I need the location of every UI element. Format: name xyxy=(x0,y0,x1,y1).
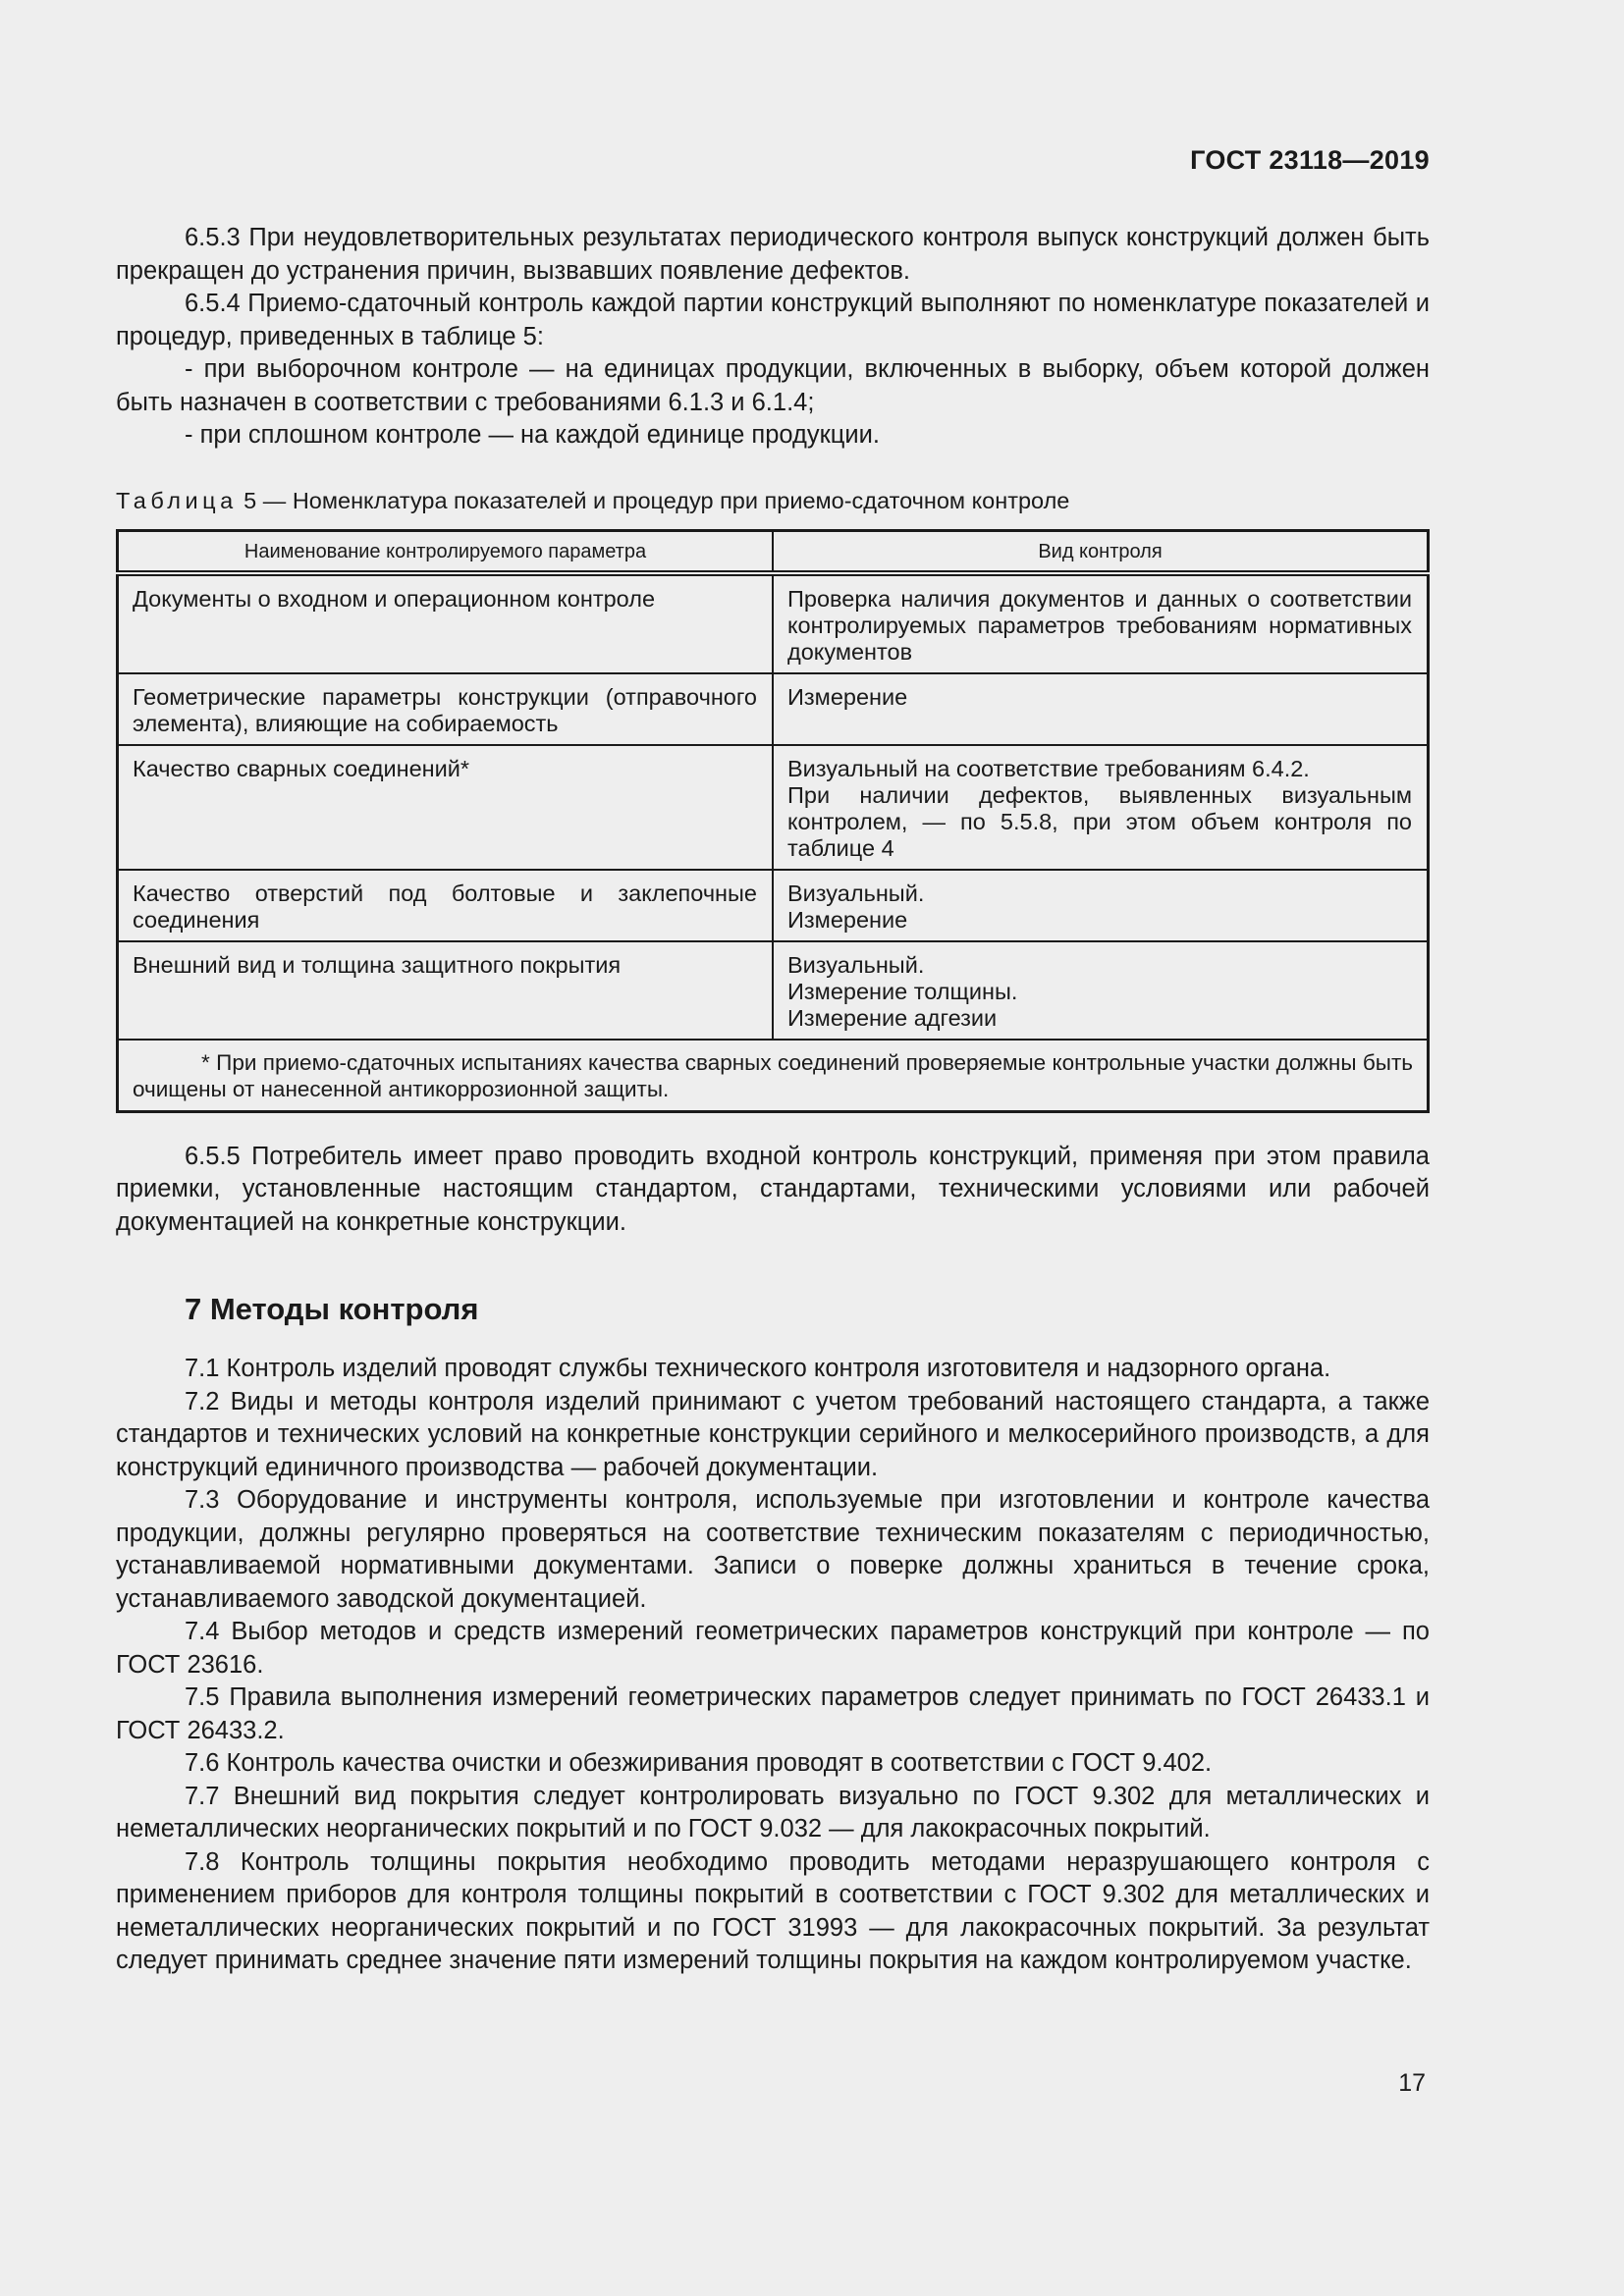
document-number: ГОСТ 23118—2019 xyxy=(1190,145,1430,175)
table-cell-control xyxy=(773,745,1429,870)
table-row xyxy=(118,573,1429,673)
page-number: 17 xyxy=(1398,2069,1426,2097)
table-row xyxy=(118,673,1429,745)
paragraph-7-5: 7.5 Правила выполнения измерений геометрических параметров следует принимать по ГОСТ 26433.1 и ГОСТ 26433.2. xyxy=(116,1683,1430,1744)
table-cell-control xyxy=(773,870,1429,941)
table-cell-parameter: Документы о входном и операционном контроле xyxy=(118,573,774,673)
control-line: Измерение xyxy=(787,683,908,710)
table-header-row xyxy=(118,530,1429,573)
page-content xyxy=(116,222,1430,1978)
table-caption-text: 5 — Номенклатура показателей и процедур при приемо-сдаточном контроле xyxy=(237,487,1070,513)
control-line: Измерение xyxy=(787,906,908,933)
paragraph-7-6: 7.6 Контроль качества очистки и обезжиривания проводят в соответствии с ГОСТ 9.402. xyxy=(185,1749,1213,1777)
table-row xyxy=(118,745,1429,870)
table-footnote: * При приемо-сдаточных испытаниях качества сварных соединений проверяемые контрольные участки должны быть очищены от нанесенной антикоррозионной защиты. xyxy=(118,1040,1429,1112)
paragraph-6-5-3: 6.5.3 При неудовлетворительных результатах периодического контроля выпуск конструкций должен быть прекращен до устранения причин, вызвавших появление дефектов. xyxy=(116,224,1430,285)
list-item-full-control: - при сплошном контроле — на каждой единице продукции. xyxy=(185,421,880,449)
section-title: 7 Методы контроля xyxy=(185,1292,479,1326)
paragraph-6-5-4: 6.5.4 Приемо-сдаточный контроль каждой партии конструкций выполняют по номенклатуре показателей и процедур, приведенных в таблице 5: xyxy=(116,290,1430,350)
table-cell-parameter: Внешний вид и толщина защитного покрытия xyxy=(118,941,774,1040)
table-cell-control xyxy=(773,941,1429,1040)
table-row xyxy=(118,870,1429,941)
table-row xyxy=(118,941,1429,1040)
control-line: Проверка наличия документов и данных о соответствии контролируемых параметров требованиям нормативных документов xyxy=(787,585,1412,665)
table-cell-parameter: Геометрические параметры конструкции (отправочного элемента), влияющие на собираемость xyxy=(118,673,774,745)
paragraph-7-2: 7.2 Виды и методы контроля изделий принимают с учетом требований настоящего стандарта, а также стандартов и технических условий на конкретные конструкции серийного и мелкосерийного производств, а для конструкций единичного производства — рабочей документации. xyxy=(116,1387,1430,1481)
paragraph-7-4: 7.4 Выбор методов и средств измерений геометрических параметров конструкций при контроле — по ГОСТ 23616. xyxy=(116,1618,1430,1679)
table-cell-parameter: Качество сварных соединений* xyxy=(118,745,774,870)
control-line: Измерение толщины. xyxy=(787,978,1018,1004)
column-header-control-type: Вид контроля xyxy=(773,530,1429,573)
paragraph-7-8: 7.8 Контроль толщины покрытия необходимо проводить методами неразрушающего контроля с применением приборов для контроля толщины покрытий в соответствии с ГОСТ 9.302 для металлических и неметаллических неорганических покрытий и по ГОСТ 31993 — для лакокрасочных покрытий. За результат следует принимать среднее значение пяти измерений толщины покрытия на каждом контролируемом участке. xyxy=(116,1847,1430,1974)
control-table xyxy=(116,529,1430,1113)
table-cell-control xyxy=(773,673,1429,745)
paragraph-7-1: 7.1 Контроль изделий проводят службы технического контроля изготовителя и надзорного органа. xyxy=(185,1355,1331,1382)
control-line: При наличии дефектов, выявленных визуальным контролем, — по 5.5.8, при этом объем контроля по таблице 4 xyxy=(787,781,1412,861)
table-cell-control xyxy=(773,573,1429,673)
control-line: Визуальный. xyxy=(787,880,925,906)
table-cell-parameter: Качество отверстий под болтовые и заклепочные соединения xyxy=(118,870,774,941)
table-footnote-row xyxy=(118,1040,1429,1112)
table-caption-label: Таблица xyxy=(116,487,238,513)
paragraph-7-7: 7.7 Внешний вид покрытия следует контролировать визуально по ГОСТ 9.302 для металлических и неметаллических неорганических покрытий и по ГОСТ 9.032 — для лакокрасочных покрытий. xyxy=(116,1782,1430,1842)
list-item-sample-control: - при выборочном контроле — на единицах продукции, включенных в выборку, объем которой должен быть назначен в соответствии с требованиями 6.1.3 и 6.1.4; xyxy=(116,355,1430,416)
control-line: Визуальный на соответствие требованиям 6.4.2. xyxy=(787,755,1310,781)
paragraph-7-3: 7.3 Оборудование и инструменты контроля, используемые при изготовлении и контроле качества продукции, должны регулярно проверяться на соответствие техническим показателям с периодичностью, устанавливаемой нормативными документами. Записи о поверке должны храниться в течение срока, устанавливаемого заводской документацией. xyxy=(116,1486,1430,1613)
control-line: Визуальный. xyxy=(787,951,925,978)
paragraph-6-5-5: 6.5.5 Потребитель имеет право проводить входной контроль конструкций, применяя при этом правила приемки, установленные настоящим стандартом, стандартами, техническими условиями или рабочей документацией на конкретные конструкции. xyxy=(116,1142,1430,1236)
control-line: Измерение адгезии xyxy=(787,1004,998,1031)
column-header-parameter: Наименование контролируемого параметра xyxy=(118,530,774,573)
table-caption xyxy=(116,486,1430,515)
